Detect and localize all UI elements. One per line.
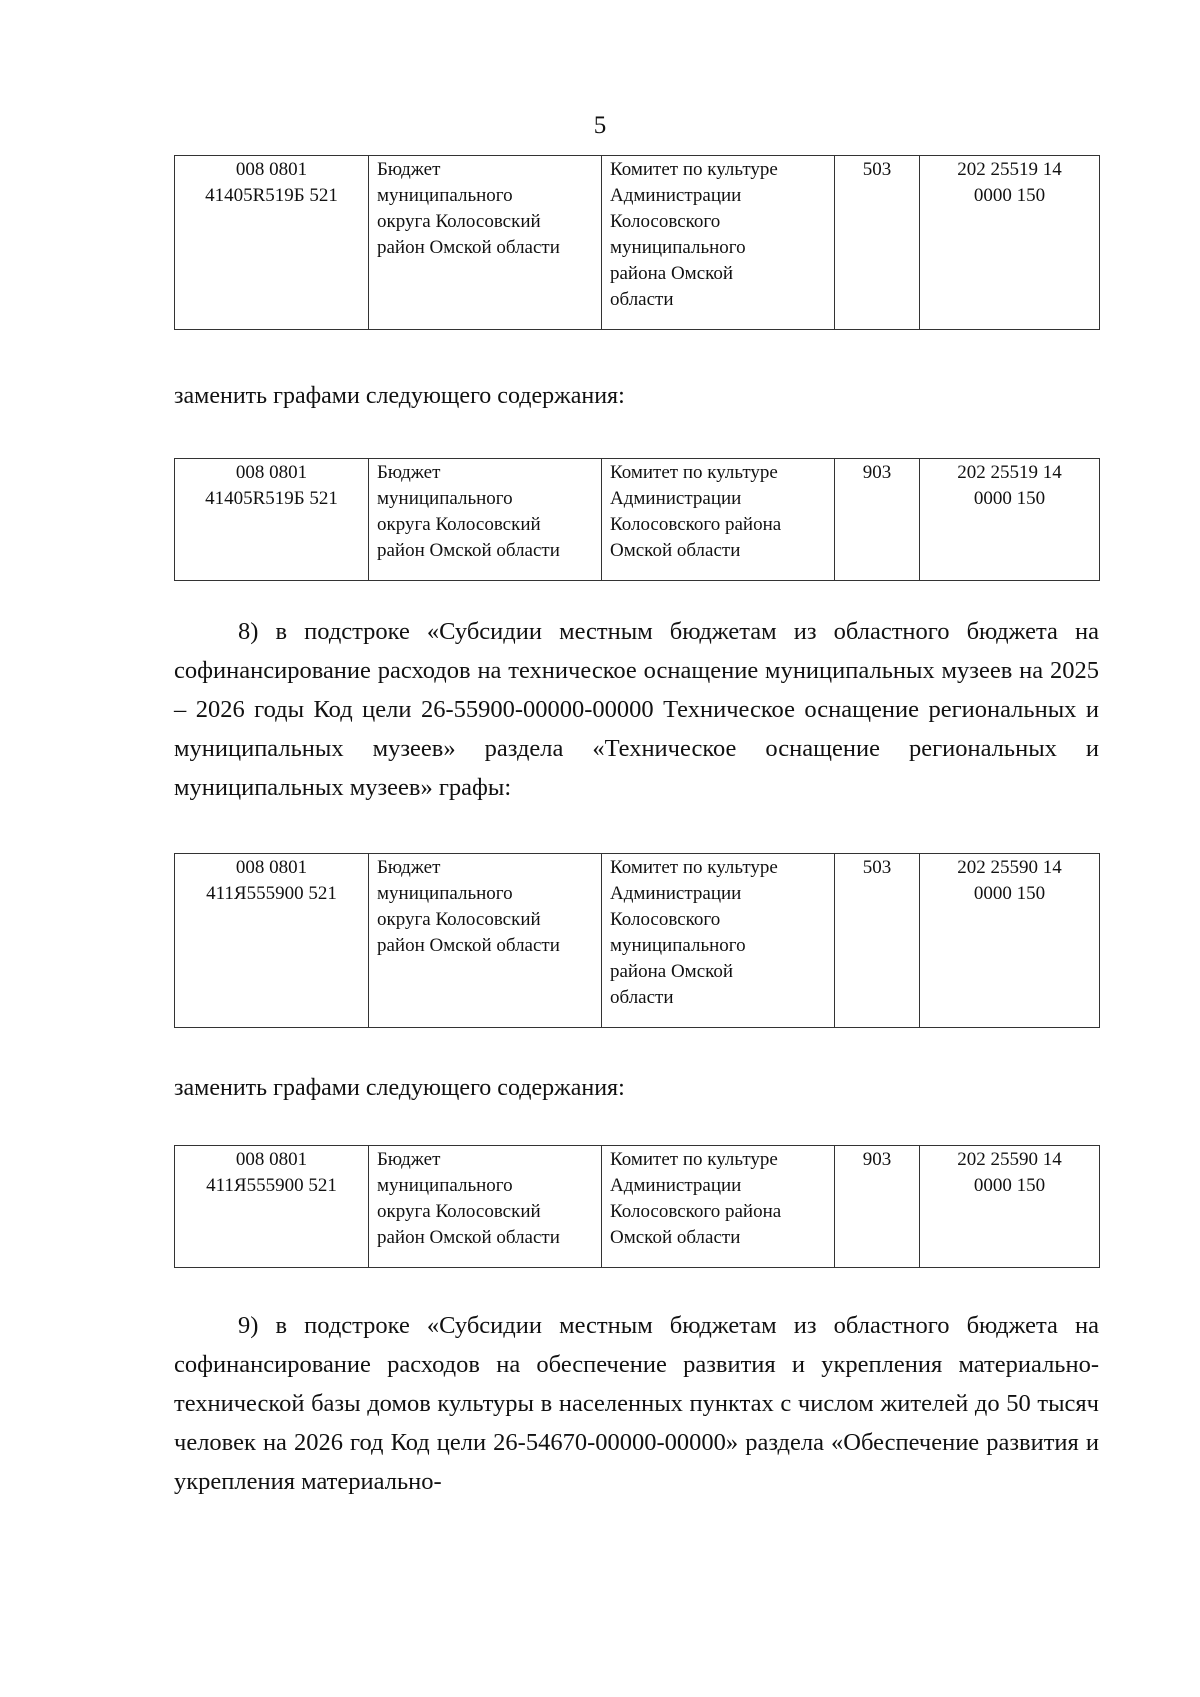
table-cell-organization: Комитет по культуре Администрации Колосовского муниципального района Омской области [602,156,835,330]
table-row [175,156,1100,330]
table-cell-budget: Бюджет муниципального округа Колосовский район Омской области [369,156,602,330]
page-number: 5 [593,112,607,139]
table-cell-budget: Бюджет муниципального округа Колосовский район Омской области [369,854,602,1028]
table-cell-code: 008 0801 411Я555900 521 [175,1146,369,1268]
budget-table-1 [174,155,1100,330]
table-cell-organization: Комитет по культуре Администрации Колосовского района Омской области [602,1146,835,1268]
replace-instruction-2: заменить графами следующего содержания: [174,1075,625,1101]
table-cell-number: 503 [835,156,920,330]
table-cell-number: 903 [835,1146,920,1268]
table-cell-kbk: 202 25590 14 0000 150 [920,854,1100,1028]
budget-table-2 [174,458,1100,581]
replace-instruction-1: заменить графами следующего содержания: [174,383,625,409]
table-cell-kbk: 202 25519 14 0000 150 [920,156,1100,330]
table-cell-organization: Комитет по культуре Администрации Колосовского района Омской области [602,459,835,581]
table-cell-kbk: 202 25519 14 0000 150 [920,459,1100,581]
table-cell-code: 008 0801 41405R519Б 521 [175,459,369,581]
table-cell-number: 903 [835,459,920,581]
table-cell-organization: Комитет по культуре Администрации Колосовского муниципального района Омской области [602,854,835,1028]
table-cell-code: 008 0801 411Я555900 521 [175,854,369,1028]
table-cell-code: 008 0801 41405R519Б 521 [175,156,369,330]
table-cell-budget: Бюджет муниципального округа Колосовский район Омской области [369,1146,602,1268]
table-row [175,854,1100,1028]
table-row [175,459,1100,581]
table-row [175,1146,1100,1268]
budget-table-3 [174,853,1100,1028]
table-cell-kbk: 202 25590 14 0000 150 [920,1146,1100,1268]
budget-table-4 [174,1145,1100,1268]
table-cell-number: 503 [835,854,920,1028]
paragraph-9: 9) в подстроке «Субсидии местным бюджетам из областного бюджета на софинансирование расходов на обеспечение развития и укрепления материально-технической базы домов культуры в населенных пунктах с числом жителей до 50 тысяч человек на 2026 год Код цели 26-54670-00000-00000» раздела «Обеспечение развития и укрепления материально- [174,1312,1099,1495]
paragraph-8: 8) в подстроке «Субсидии местным бюджетам из областного бюджета на софинансирование расходов на техническое оснащение муниципальных музеев на 2025 – 2026 годы Код цели 26-55900-00000-00000 Техническое оснащение региональных и муниципальных музеев» раздела «Техническое оснащение региональных и муниципальных музеев» графы: [174,618,1099,801]
table-cell-budget: Бюджет муниципального округа Колосовский район Омской области [369,459,602,581]
